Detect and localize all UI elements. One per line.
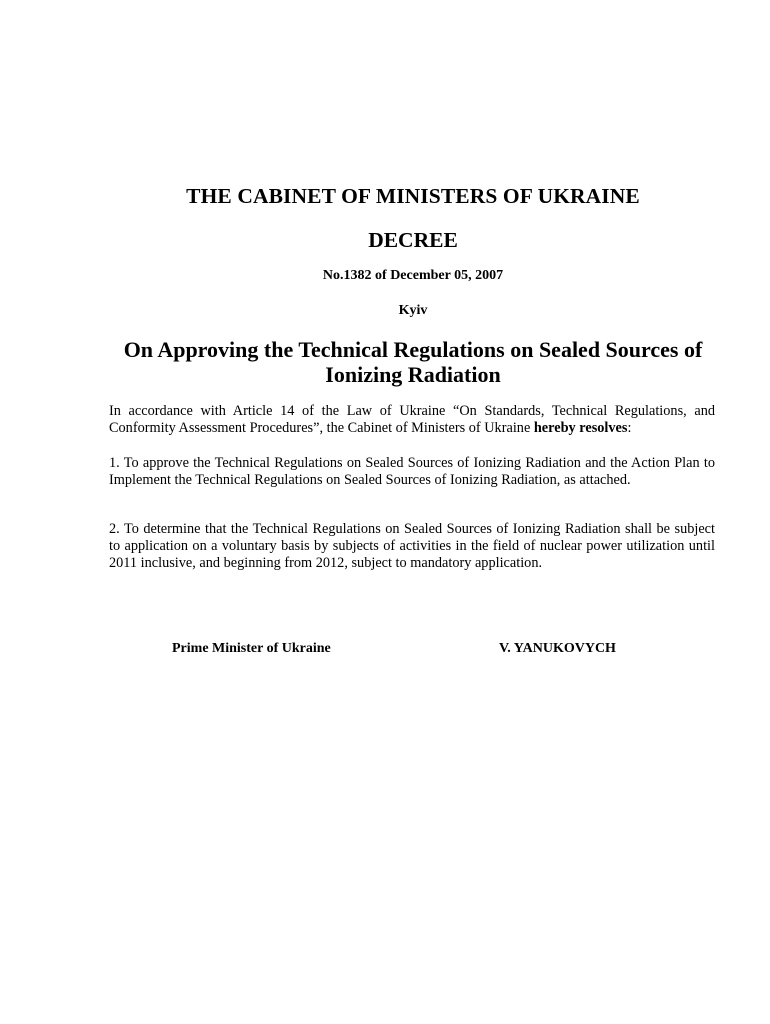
document-heading: On Approving the Technical Regulations on Sealed Sources of Ionizing Radiation — [123, 337, 703, 387]
signature-name: V. YANUKOVYCH — [499, 641, 616, 656]
item-1-paragraph: 1. To approve the Technical Regulations on Sealed Sources of Ionizing Radiation and the Action Plan to Implement the Technical Regulations on Sealed Sources of Ionizing Radiation, as attached. — [109, 455, 715, 488]
intro-bold-text: hereby resolves — [533, 420, 628, 436]
intro-paragraph — [109, 403, 715, 437]
intro-text: In accordance with Article 14 of the Law of Ukraine “On Standards, Technical Regulations, and Conformity Assessment Procedures”, the Cabinet of Ministers of Ukraine — [109, 403, 715, 436]
item-2-paragraph: 2. To determine that the Technical Regulations on Sealed Sources of Ionizing Radiation shall be subject to application on a voluntary basis by subjects of activities in the field of nuclear power utilization until 2011 inclusive, and beginning from 2012, subject to mandatory application. — [109, 521, 715, 571]
intro-end: : — [627, 420, 632, 436]
decree-number-date: No.1382 of December 05, 2007 — [322, 268, 504, 283]
decree-label: DECREE — [368, 228, 458, 252]
organization-title: THE CABINET OF MINISTERS OF UKRAINE — [186, 184, 640, 208]
signature-title: Prime Minister of Ukraine — [172, 641, 331, 656]
decree-city: Kyiv — [398, 303, 428, 318]
